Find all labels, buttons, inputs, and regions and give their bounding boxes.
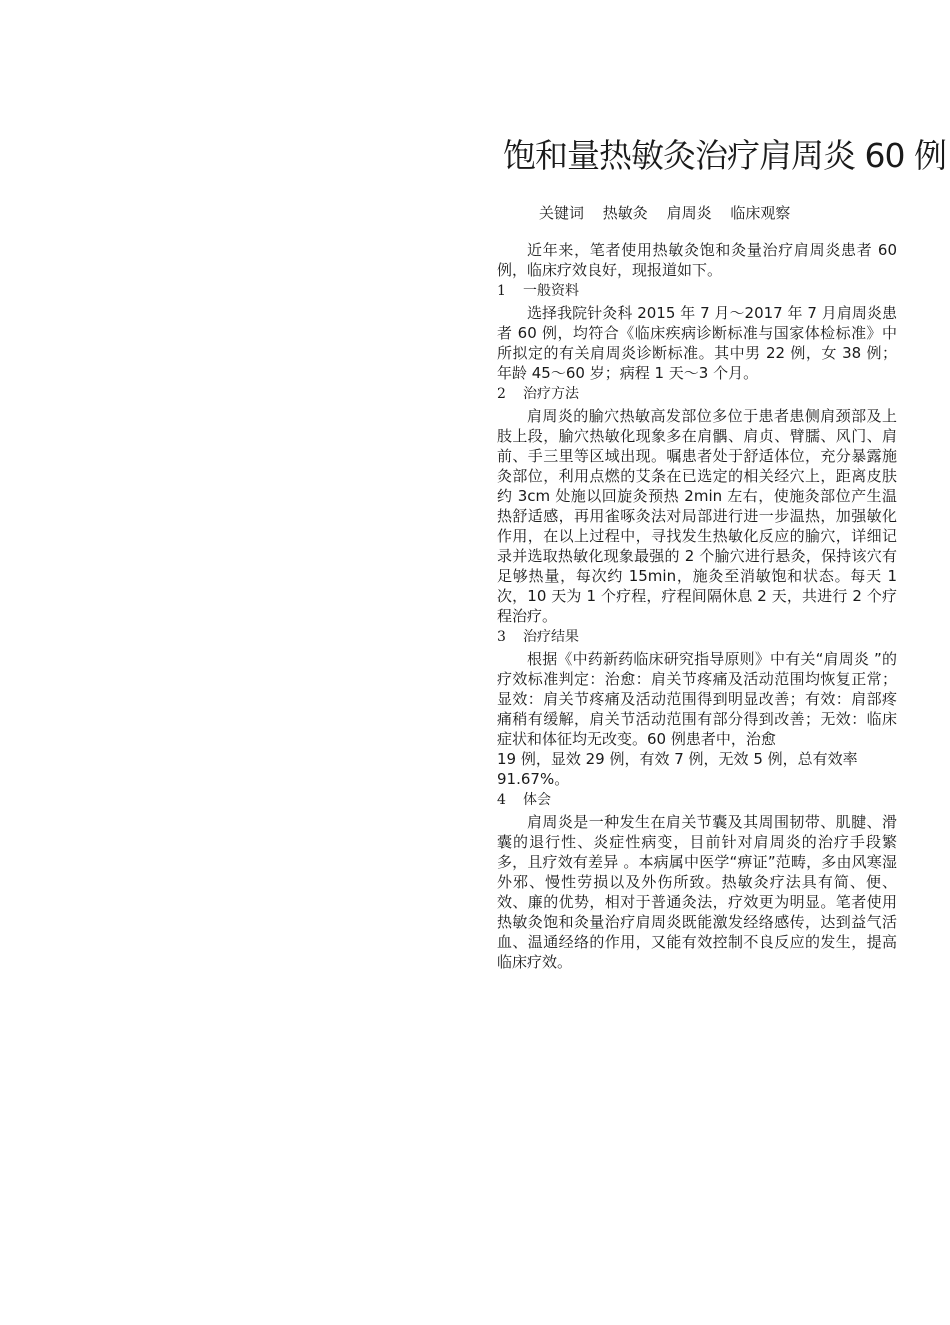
section-paragraph: 19 例，显效 29 例，有效 7 例，无效 5 例，总有效率 91.67%。 [497, 750, 858, 788]
section-title: 治疗方法 [523, 386, 579, 402]
section-paragraph: 肩周炎的腧穴热敏高发部位多位于患者患侧肩颈部及上肢上段，腧穴热敏化现象多在肩髃、肩贞、臂臑、风门、肩前、手三里等区域出现。嘱患者处于舒适体位，充分暴露施灸部位，利用点燃的艾条在已选定的相关经穴上，距离皮肤约 3cm 处施以回旋灸预热 2min 左右，使施灸部位产生温热舒适感，再用雀啄灸法对局部进行进一步温热，加强敏化作用，在以上过程中，寻找发生热敏化反应的腧穴，详细记录并选取热敏化现象最强的 2 个腧穴进行悬灸，保持该穴有足够热量，每次约 15min，施灸至消敏饱和状态。每天 1 次，10 天为 1 个疗程，疗程间隔休息 2 天，共进行 2 个疗程治疗。 [497, 407, 897, 625]
section-heading [497, 627, 897, 647]
section-title: 体会 [523, 792, 551, 808]
keyword-item: 临床观察 [730, 204, 791, 222]
article [497, 130, 946, 972]
section-number: 3 [497, 629, 506, 645]
section-title: 治疗结果 [523, 629, 579, 645]
section-heading [497, 790, 897, 810]
intro-paragraph: 近年来，笔者使用热敏灸饱和灸量治疗肩周炎患者 60 例，临床疗效良好，现报道如下。 [497, 241, 897, 279]
keyword-item: 肩周炎 [666, 204, 712, 222]
section-paragraph: 肩周炎是一种发生在肩关节囊及其周围韧带、肌腱、滑囊的退行性、炎症性病变，目前针对肩周炎的治疗手段繁多，且疗效有差异 。本病属中医学“痹证”范畴，多由风寒湿外邪、慢性劳损以及外伤所致。热敏灸疗法具有简、便、效、廉的优势，相对于普通灸法，疗效更为明显。笔者使用热敏灸饱和灸量治疗肩周炎既能激发经络感传，达到益气活血、温通经络的作用，又能有效控制不良反应的发生，提高临床疗效。 [497, 813, 897, 971]
section-heading [497, 281, 897, 301]
section-number: 2 [497, 386, 506, 402]
section-number: 4 [497, 792, 506, 808]
section-title: 一般资料 [523, 283, 579, 299]
keyword-item: 热敏灸 [602, 204, 648, 222]
keywords [539, 202, 897, 224]
article-title: 饱和量热敏灸治疗肩周炎 60 例 [503, 136, 946, 175]
section-paragraph: 选择我院针灸科 2015 年 7 月～2017 年 7 月肩周炎患者 60 例，均符合《临床疾病诊断标准与国家体检标准》中所拟定的有关肩周炎诊断标准。其中男 22 例，女 38 例；年龄 45～60 岁；病程 1 天～3 个月。 [497, 304, 897, 382]
section-number: 1 [497, 283, 506, 299]
keywords-label: 关键词 [539, 204, 585, 222]
section-paragraph: 根据《中药新药临床研究指导原则》中有关“肩周炎 ”的疗效标准判定：治愈：肩关节疼痛及活动范围均恢复正常；显效：肩关节疼痛及活动范围得到明显改善；有效：肩部疼痛稍有缓解，肩关节活动范围有部分得到改善；无效：临床症状和体征均无改变。60 例患者中，治愈 [497, 650, 897, 748]
section-heading [497, 384, 897, 404]
